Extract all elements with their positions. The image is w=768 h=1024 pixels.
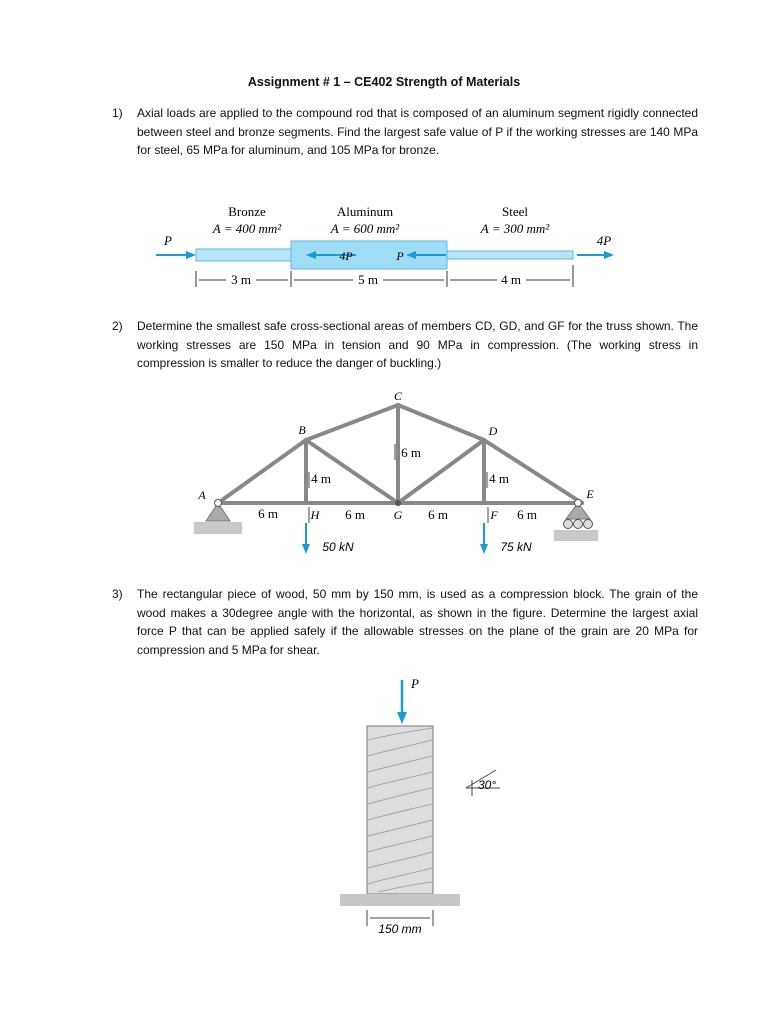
load-4p-right: 4P	[596, 233, 612, 248]
steel-segment	[447, 251, 573, 259]
load-50kn: 50 kN	[322, 540, 354, 554]
ground-base	[340, 894, 460, 906]
bronze-label: Bronze	[228, 204, 266, 219]
node-g: G	[393, 508, 403, 522]
load-p: P	[411, 676, 419, 691]
dim-steel: 4 m	[501, 272, 521, 287]
problem-3-text: The rectangular piece of wood, 50 mm by 150 mm, is used as a compression block. The grain of the wood makes a 30degree angle with the horizontal, as shown in the figure. Determine the largest axial force P that can be applied safely if the allowable stresses on the plane of the grain are 20 MPa for compression and 5 MPa for shear.	[137, 587, 698, 657]
bronze-segment	[196, 249, 291, 261]
dim-fe: 6 m	[517, 507, 537, 522]
truss-members	[218, 405, 582, 503]
dim-aluminum: 5 m	[358, 272, 378, 287]
bronze-area: A = 400 mm²	[212, 221, 282, 236]
node-f: F	[490, 508, 498, 522]
steel-area: A = 300 mm²	[480, 221, 550, 236]
load-75kn: 75 kN	[500, 540, 532, 554]
problem-1-number: 1)	[112, 106, 123, 120]
node-c: C	[393, 389, 403, 403]
dim-gf: 6 m	[428, 507, 448, 522]
aluminum-label: Aluminum	[336, 204, 394, 219]
problem-2-text: Determine the smallest safe cross-sectional areas of members CD, GD, and GF for the truss shown. The working stresses are 150 MPa in tension and 90 MPa in compression. (The working stress in compression is smaller to reduce the danger of buckling.)	[137, 319, 698, 370]
node-b: B	[298, 423, 306, 437]
node-a: A	[198, 488, 206, 502]
problem-1-text: Axial loads are applied to the compound rod that is composed of an aluminum segment rigidly connected between steel and bronze segments. Find the largest safe value of P if the working stresses are 140 MPa for steel, 65 MPa for aluminum, and 105 MPa for bronze.	[137, 106, 698, 157]
aluminum-area: A = 600 mm²	[330, 221, 400, 236]
height-bh: 4 m	[311, 471, 331, 486]
wood-block-figure	[0, 670, 768, 960]
dim-ah: 6 m	[258, 506, 278, 521]
dim-bronze: 3 m	[231, 272, 251, 287]
truss-figure	[0, 388, 768, 568]
page-title: Assignment # 1 – CE402 Strength of Materials	[247, 75, 521, 89]
height-df: 4 m	[489, 471, 509, 486]
dim-hg: 6 m	[345, 507, 365, 522]
node-d: D	[488, 424, 498, 438]
load-p-left: P	[164, 233, 172, 248]
node-h: H	[310, 508, 320, 522]
wood-block	[367, 726, 433, 894]
load-4p-mid: 4P	[339, 249, 353, 263]
height-cg: 6 m	[401, 445, 421, 460]
steel-label: Steel	[502, 204, 528, 219]
problem-2-number: 2)	[112, 319, 123, 333]
grain-angle: 30°	[478, 778, 497, 792]
compound-rod-figure	[0, 195, 768, 295]
problem-3-number: 3)	[112, 587, 123, 601]
load-p-mid: P	[396, 249, 404, 263]
roller-support-e	[554, 500, 598, 542]
block-width: 150 mm	[378, 922, 422, 936]
node-e: E	[586, 487, 594, 501]
